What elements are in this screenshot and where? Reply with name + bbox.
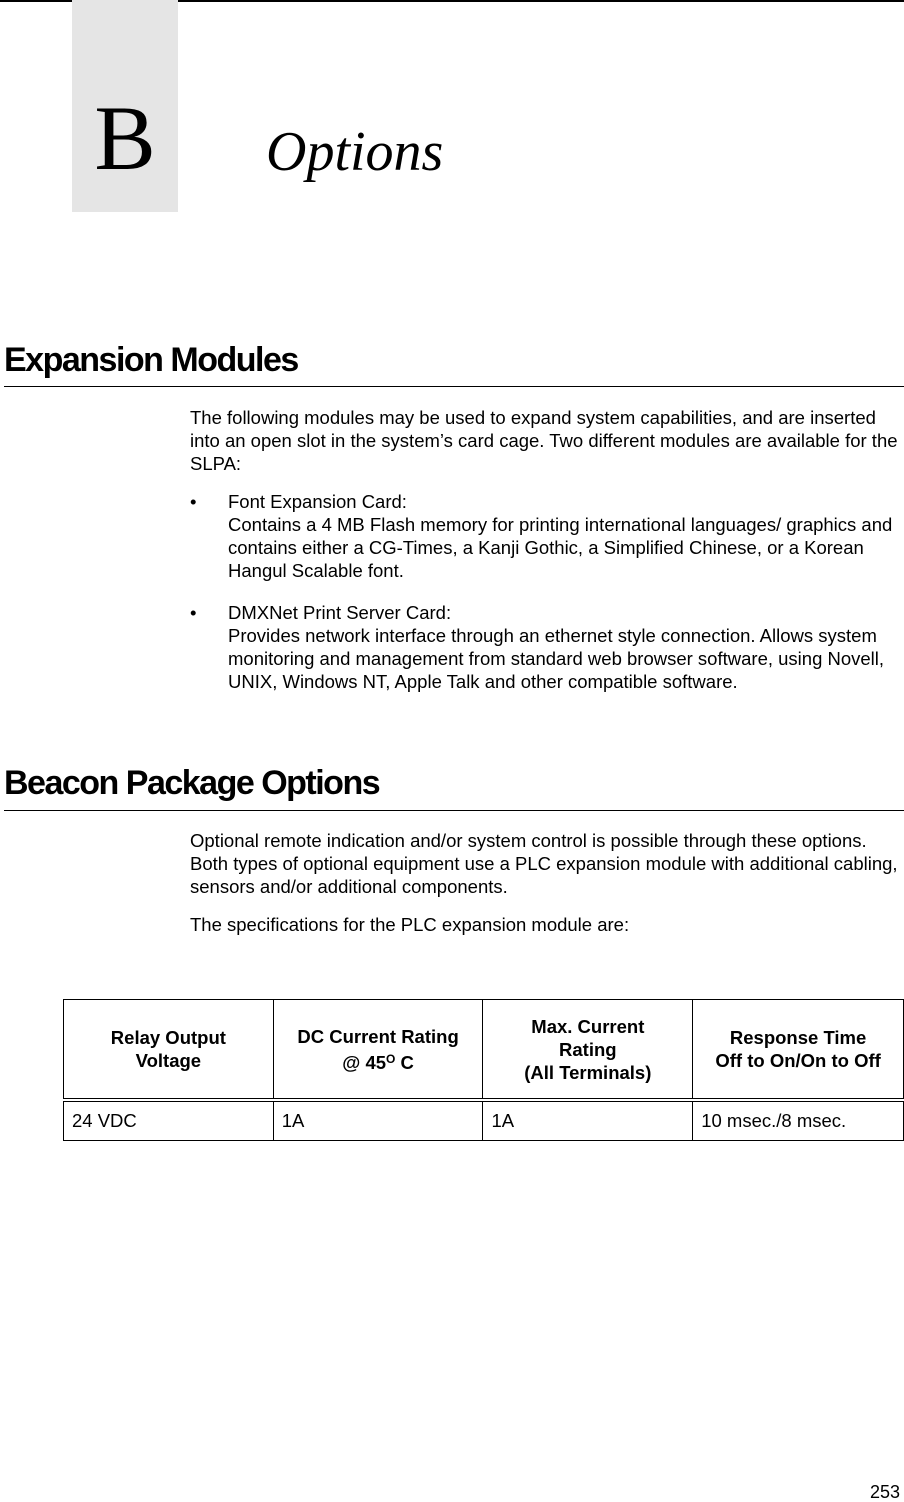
cell-dc-current-rating: 1A — [273, 1100, 483, 1141]
column-header-relay-output-voltage: Relay Output Voltage — [64, 1000, 274, 1101]
section-rule — [4, 386, 904, 387]
chapter-letter: B — [94, 87, 156, 189]
expansion-intro-paragraph: The following modules may be used to expand system capabilities, and are inserted into an open slot in the system’s card cage. Two different modules are available for the SLPA: — [190, 407, 898, 474]
bullet-icon: • — [190, 491, 197, 512]
section-heading-beacon-package-options: Beacon Package Options — [4, 764, 380, 802]
page-number: 253 — [869, 1482, 900, 1502]
list-item-title: Font Expansion Card: — [228, 491, 407, 512]
section-rule — [4, 810, 904, 811]
list-item-text: Provides network interface through an ethernet style connection. Allows system monitoring and management from standard web browser software, using Novell, UNIX, Windows NT, Apple Talk and other compatible software. — [228, 625, 885, 692]
cell-max-current-rating: 1A — [483, 1100, 693, 1141]
bullet-icon: • — [190, 602, 197, 623]
column-header-response-time: Response Time Off to On/On to Off — [693, 1000, 904, 1101]
table-header-row — [64, 1000, 904, 1101]
list-item-text: Contains a 4 MB Flash memory for printing international languages/ graphics and contains either a CG-Times, a Kanji Gothic, a Simplified Chinese, or a Korean Hangul Scalable font. — [228, 514, 893, 581]
degree-symbol: O — [386, 1051, 396, 1066]
column-header-max-current-rating: Max. Current Rating (All Terminals) — [483, 1000, 693, 1101]
plc-spec-table — [63, 999, 904, 1141]
column-header-dc-current-rating: DC Current Rating @ $45^O$ C — [273, 1000, 483, 1101]
chapter-title: Options — [266, 121, 444, 183]
cell-relay-output-voltage: 24 VDC — [64, 1100, 274, 1141]
list-item-title: DMXNet Print Server Card: — [228, 602, 452, 623]
section-heading-expansion-modules: Expansion Modules — [4, 341, 298, 379]
beacon-spec-lead-paragraph: The specifications for the PLC expansion module are: — [190, 914, 630, 935]
cell-response-time: 10 msec./8 msec. — [693, 1100, 904, 1141]
table-row — [64, 1100, 904, 1141]
beacon-intro-paragraph: Optional remote indication and/or system control is possible through these options. Both types of optional equipment use a PLC expansion module with additional cabling, sensors and/or additional components. — [190, 830, 898, 897]
